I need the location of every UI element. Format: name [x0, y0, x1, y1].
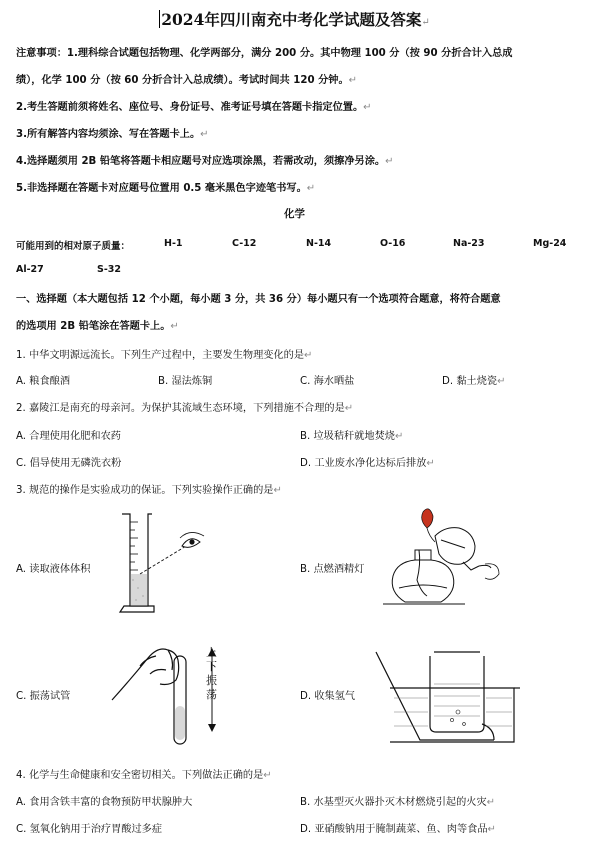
title-text: 2024年四川南充中考化学试题及答案 — [161, 10, 422, 29]
notes-line-2 — [16, 71, 357, 86]
q3-option-d: D. 收集氢气 — [300, 691, 356, 702]
q3-option-b: B. 点燃酒精灯 — [300, 564, 365, 575]
alcohol-lamp-figure — [375, 506, 505, 616]
paragraph-mark: ↵ — [344, 403, 354, 414]
q4-stem-text: 4. 化学与生命健康和安全密切相关。下列做法正确的是 — [16, 770, 264, 781]
mass-item: O-16 — [380, 238, 406, 249]
q4-option-b — [300, 793, 495, 808]
q2-option-d — [300, 454, 435, 469]
lamp-bottom — [392, 560, 454, 602]
q1-option-d — [442, 372, 505, 387]
arrow-down-icon — [208, 724, 216, 732]
mass-item: Mg-24 — [533, 238, 567, 249]
hand-outline — [112, 649, 179, 700]
notes-line-4-text: 3.所有解答内容均须涂、写在答题卡上。 — [16, 129, 201, 140]
graduated-cylinder-figure — [118, 508, 208, 618]
paragraph-mark: ↵ — [200, 129, 209, 140]
mass-item: S-32 — [97, 264, 122, 275]
notes-line-6-text: 5.非选择题在答题卡对应题号位置用 0.5 毫米黑色字迹笔书写。 — [16, 183, 307, 194]
tube-liquid — [175, 706, 185, 740]
q1-option-b: B. 湿法炼铜 — [158, 376, 213, 387]
section-heading-line-1 — [16, 290, 501, 305]
cylinder-base — [120, 606, 154, 612]
mass-item: C-12 — [232, 238, 257, 249]
paragraph-mark: ↵ — [487, 824, 496, 835]
q1-option-c: C. 海水晒盐 — [300, 376, 355, 387]
notes-line-3-text: 2.考生答题前须将姓名、座位号、身份证号、准考证号填在答题卡指定位置。 — [16, 102, 364, 113]
q2-option-c: C. 倡导使用无磷洗衣粉 — [16, 458, 122, 469]
shake-direction-label: 上下振荡 — [206, 646, 217, 701]
eye-pupil — [189, 539, 194, 544]
section-heading-text: 一、选择题（本大题包括 12 个小题，每小题 3 分，共 36 分）每小题只有一个选项符合题意，将符合题意 — [16, 294, 501, 305]
q4-option-a: A. 食用含铁丰富的食物预防甲状腺肿大 — [16, 797, 193, 808]
notes-line-5-text: 4.选择题须用 2B 铅笔将答题卡相应题号对应选项涂黑，若需改动，须擦净另涂。 — [16, 156, 386, 167]
mass-item: N-14 — [306, 238, 332, 249]
q3-stem — [16, 481, 282, 496]
paragraph-mark: ↵ — [486, 797, 496, 808]
paragraph-mark: ↵ — [273, 485, 282, 496]
q1-option-a: A. 粮食酿酒 — [16, 376, 71, 387]
paragraph-mark: ↵ — [421, 17, 430, 28]
notes-line-1 — [16, 44, 512, 59]
q2-stem — [16, 399, 353, 414]
q2-stem-text: 2. 嘉陵江是南充的母亲河。为保护其流域生态环境，下列措施不合理的是 — [16, 403, 345, 414]
liquid — [131, 574, 148, 606]
subject-text: 化学 — [284, 208, 305, 220]
mass-item: Al-27 — [16, 264, 44, 275]
q4-option-c: C. 氢氧化钠用于治疗胃酸过多症 — [16, 824, 163, 835]
q4-option-d — [300, 820, 496, 835]
notes-line-1-text: 注意事项：1.理科综合试题包括物理、化学两部分，满分 200 分。其中物理 100 分（按 90 分折合计入总成 — [16, 48, 513, 59]
q1-stem-text: 1. 中华文明源远流长。下列生产过程中，主要发生物理变化的是 — [16, 350, 305, 361]
paragraph-mark: ↵ — [497, 376, 506, 387]
page-title — [0, 8, 589, 30]
q3-stem-text: 3. 规范的操作是实验成功的保证。下列实验操作正确的是 — [16, 485, 274, 496]
q1-option-d-text: D. 黏土烧瓷 — [442, 376, 498, 387]
paragraph-mark: ↵ — [348, 75, 358, 86]
q3-option-a: A. 读取液体体积 — [16, 564, 91, 575]
q4-stem — [16, 766, 272, 781]
notes-line-2-text: 绩），化学 100 分（按 60 分折合计入总成绩）。考试时间共 120 分钟。 — [16, 75, 349, 86]
notes-line-6 — [16, 179, 315, 194]
section-heading-line-2 — [16, 317, 179, 332]
paragraph-mark: ↵ — [426, 458, 435, 469]
wick-holder — [415, 550, 431, 560]
paragraph-mark: ↵ — [263, 770, 272, 781]
paragraph-mark: ↵ — [385, 156, 394, 167]
collection-bottle — [430, 656, 484, 732]
q3-option-c: C. 振荡试管 — [16, 691, 71, 702]
hydrogen-collection-figure — [374, 642, 524, 748]
q2-option-d-text: D. 工业废水净化达标后排放 — [300, 458, 427, 469]
q4-option-b-text: B. 水基型灭火器扑灭木材燃烧引起的火灾 — [300, 797, 487, 808]
lamp-top-lamp — [435, 528, 475, 565]
q4-option-d-text: D. 亚硝酸钠用于腌制蔬菜、鱼、肉等食品 — [300, 824, 488, 835]
q2-option-a: A. 合理使用化肥和农药 — [16, 431, 121, 442]
q2-option-b — [300, 427, 403, 442]
q2-option-b-text: B. 垃圾秸秆就地焚烧 — [300, 431, 395, 442]
notes-line-5 — [16, 152, 393, 167]
paragraph-mark: ↵ — [306, 183, 316, 194]
q1-stem — [16, 346, 312, 361]
subject-heading — [0, 206, 589, 221]
paragraph-mark: ↵ — [394, 431, 404, 442]
flame-icon — [422, 509, 433, 528]
mass-item: H-1 — [164, 238, 183, 249]
shaking-test-tube-figure — [110, 640, 240, 750]
mass-label: 可能用到的相对原子质量： — [16, 241, 131, 252]
notes-line-3 — [16, 98, 372, 113]
paragraph-mark: ↵ — [363, 102, 372, 113]
paragraph-mark: ↵ — [170, 321, 179, 332]
mass-item: Na-23 — [453, 238, 485, 249]
notes-line-4 — [16, 125, 209, 140]
paragraph-mark: ↵ — [304, 350, 313, 361]
section-heading-text: 的选项用 2B 铅笔涂在答题卡上。 — [16, 321, 171, 332]
